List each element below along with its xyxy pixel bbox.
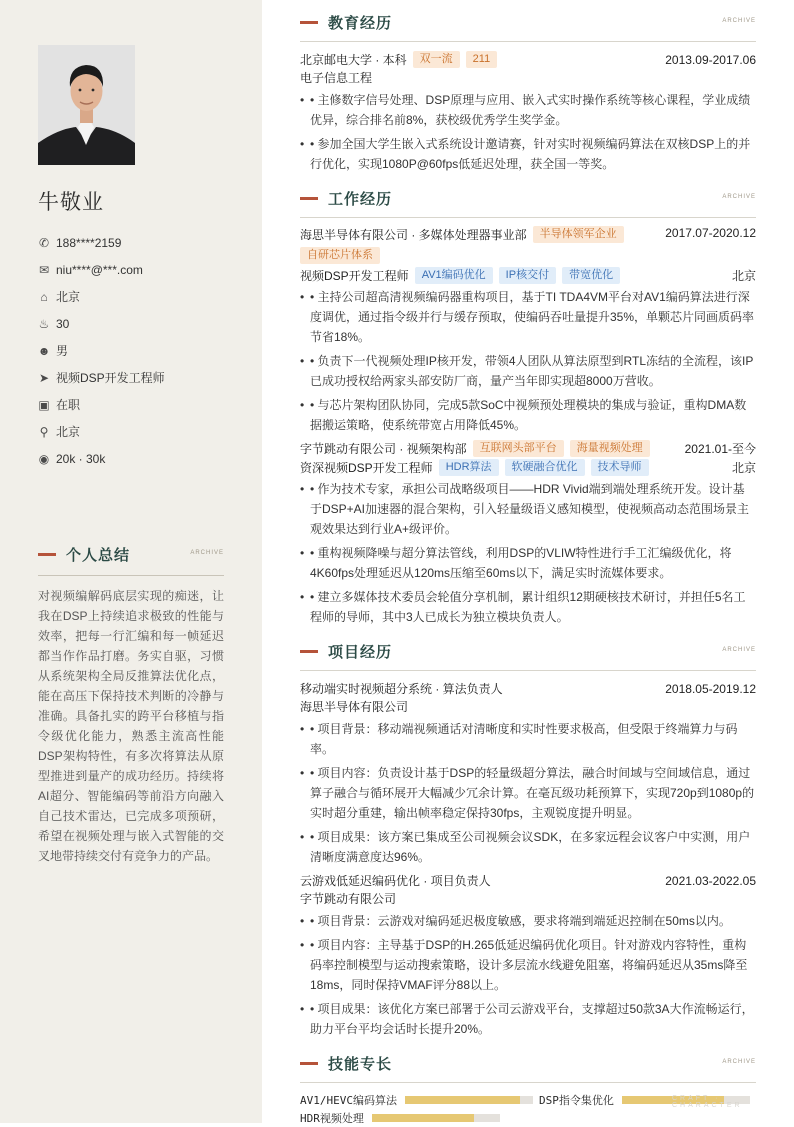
role-tag: 技术导师: [591, 459, 649, 476]
job-bullets: [300, 287, 756, 435]
work-section: [300, 188, 756, 627]
summary-header: [38, 544, 224, 565]
role-tag: AV1编码优化: [415, 267, 493, 284]
project-name: 移动端实时视频超分系统 · 算法负责人: [300, 682, 503, 696]
project-org: 字节跳动有限公司: [300, 892, 397, 906]
contact-list: [38, 229, 238, 472]
contact-item: [38, 229, 238, 256]
contact-text: 北京: [56, 425, 81, 439]
list-item: • • 项目成果：该方案已集成至公司视频会议SDK，在多家远程会议客户中实测，用户清晰度满意度达96%。: [300, 830, 751, 864]
briefcase-icon: ▣: [38, 397, 50, 412]
project-entry: [300, 679, 756, 867]
education-major: 电子信息工程: [300, 71, 373, 85]
list-item: • • 项目背景：云游戏对编码延迟极度敏感，要求将端到端延迟控制在50ms以内。: [300, 914, 731, 928]
home-icon: ⌂: [40, 289, 48, 304]
skills-archive-tag: ARCHIVE: [722, 1059, 756, 1065]
skill-name: AV1/HEVC编码算法: [300, 1094, 397, 1107]
section-accent-bar: [300, 1062, 318, 1065]
projects-title: 项目经历: [328, 644, 393, 661]
role-row: [300, 458, 756, 477]
contact-item: [38, 310, 238, 337]
school-name: 北京邮电大学 · 本科: [300, 53, 407, 67]
contact-text: niu****@***.com: [56, 262, 143, 277]
list-item: • • 参加全国大学生嵌入式系统设计邀请赛，针对实时视频编码算法在双核DSP上的并行优化，实现1080P@60fps低延迟处理，获全国一等奖。: [300, 137, 751, 171]
section-divider: [38, 575, 224, 576]
summary-section: [38, 544, 224, 866]
section-accent-bar: [38, 553, 56, 556]
role-tag: 软硬融合优化: [505, 459, 585, 476]
list-item: • • 主持公司超高清视频编码器重构项目，基于TI TDA4VM平台对AV1编码算法进行深度调优，通过指令级并行与缓存预取，使编码吞吐量提升35%，单颗芯片同画质码率节省18%。: [300, 290, 755, 344]
company-tag: 自研芯片体系: [300, 247, 380, 264]
education-date: 2013.09-2017.06: [665, 52, 756, 67]
list-item: • • 项目内容：负责设计基于DSP的轻量级超分算法，融合时间域与空间域信息，通过算子融合与循环展开大幅减少冗余计算。在毫瓦级功耗预算下，实现720p到1080p的实时超分重建，输出帧率稳定保持30fps，主观锐度提升明显。: [300, 766, 755, 820]
skill-level-fill: [372, 1114, 474, 1122]
job-header: [300, 226, 756, 264]
contact-text: 在职: [56, 398, 81, 412]
list-item: • • 作为技术专家，承担公司战略级项目——HDR Vivid端到端处理系统开发。设计基于DSP+AI加速器的混合架构，引入轻量级语义感知模型，使视频高动态范围场景主观效果达到行业A+级评价。: [300, 482, 750, 536]
list-item: • • 建立多媒体技术委员会轮值分享机制，累计组织12期硬核技术研讨，并担任5名工程师的导师，其中3人已成长为独立模块负责人。: [300, 590, 746, 624]
job-date: 2017.07-2020.12: [665, 226, 756, 240]
skill-level-fill: [405, 1096, 520, 1104]
sidebar: [0, 0, 262, 1123]
skills-section: [300, 1053, 756, 1127]
job-entry: [300, 439, 756, 627]
phone-icon: ✆: [38, 235, 50, 250]
list-item: • • 项目背景：移动端视频通话对清晰度和实时性要求极高，但受限于终端算力与码率。: [300, 722, 738, 756]
education-archive-tag: ARCHIVE: [722, 18, 756, 24]
projects-archive-tag: ARCHIVE: [722, 647, 756, 653]
face-icon: ☻: [37, 343, 51, 358]
project-header: [300, 679, 756, 698]
skills-title: 技能专长: [328, 1056, 393, 1073]
project-header: [300, 871, 756, 890]
skill-name: HDR视频处理: [300, 1112, 364, 1125]
section-accent-bar: [300, 650, 318, 653]
project-entry: [300, 871, 756, 1039]
summary-archive-tag: ARCHIVE: [190, 550, 224, 556]
list-item: • • 项目内容：主导基于DSP的H.265低延迟编码优化项目。针对游戏内容特性，重构码率控制模型与运动搜索策略，设计多层流水线避免阻塞，将编码延迟从35ms降至18ms，同时保持VMAF评分88以上。: [300, 938, 748, 992]
company-tag: 互联网头部平台: [473, 440, 564, 457]
job-header: [300, 439, 756, 458]
project-name: 云游戏低延迟编码优化 · 项目负责人: [300, 874, 491, 888]
project-bullets: [300, 719, 756, 867]
mail-icon: ✉: [38, 262, 50, 277]
summary-text: 对视频编解码底层实现的痴迷，让我在DSP上持续追求极致的性能与效率，把每一行汇编和每一帧延迟都当作作品打磨。务实自驱，习惯从系统架构全局反推算法优化点，能在高压下保持技术判断的冷静与准确。具备扎实的跨平台移植与指令级优化能力，熟悉主流高性能DSP架构特性，有多次将算法从原型推进到量产的成功经历。持续将AI超分、智能编码等前沿方向融入自己技术雷达，已完成多项预研，希望在视频处理与嵌入式智能的交叉地带持续交付有竞争力的产品。: [38, 589, 224, 863]
company-name: 字节跳动有限公司 · 视频架构部: [300, 442, 467, 456]
profile-photo: [38, 45, 135, 165]
project-date: 2018.05-2019.12: [665, 681, 756, 696]
project-bullets: [300, 911, 756, 1039]
role-title: 视频DSP开发工程师: [300, 269, 409, 283]
education-header: [300, 12, 756, 33]
projects-section: [300, 641, 756, 1039]
contact-item: [38, 256, 238, 283]
school-tag: 211: [466, 51, 498, 68]
list-item: • • 重构视频降噪与超分算法管线，利用DSP的VLIW特性进行手工汇编级优化，将4K60fps处理延迟从120ms压缩至60ms以下，满足实时流媒体要求。: [300, 546, 732, 580]
section-accent-bar: [300, 197, 318, 200]
projects-header: [300, 641, 756, 662]
work-title: 工作经历: [328, 191, 393, 208]
education-bullets: [300, 90, 756, 174]
contact-text: 30: [56, 316, 70, 331]
company-tag: 海量视频处理: [570, 440, 650, 457]
company-tag: 半导体领军企业: [533, 226, 624, 243]
job-entry: [300, 226, 756, 435]
skill-row: [300, 1109, 756, 1127]
education-entry-header: [300, 50, 756, 69]
contact-item: [38, 283, 238, 310]
project-org: 海思半导体有限公司: [300, 700, 409, 714]
job-bullets: [300, 479, 756, 627]
company-name: 海思半导体有限公司 · 多媒体处理器事业部: [300, 228, 527, 242]
skill-level-bar: [372, 1114, 500, 1122]
main-content: [300, 12, 756, 1127]
watermark: CRAFT · CHARACTER: [672, 1095, 743, 1109]
contact-text: 男: [56, 344, 69, 358]
section-accent-bar: [300, 21, 318, 24]
work-archive-tag: ARCHIVE: [722, 194, 756, 200]
skill-level-bar: [405, 1096, 533, 1104]
summary-title: 个人总结: [66, 547, 131, 564]
contact-text: 视频DSP开发工程师: [56, 371, 165, 385]
contact-text: 20k · 30k: [56, 451, 106, 466]
contact-item: [38, 391, 238, 418]
list-item: • • 与芯片架构团队协同，完成5款SoC中视频预处理模块的集成与验证，重构DMA数据搬运策略，使系统带宽占用降低45%。: [300, 398, 747, 432]
contact-item: [38, 337, 238, 364]
education-title: 教育经历: [328, 15, 393, 32]
contact-text: 北京: [56, 290, 81, 304]
coin-icon: ◉: [38, 451, 50, 466]
role-tag: IP核交付: [499, 267, 556, 284]
job-date: 2021.01-至今: [684, 442, 756, 456]
skill-name: DSP指令集优化: [538, 1094, 614, 1107]
role-tag: HDR算法: [439, 459, 499, 476]
education-section: [300, 12, 756, 174]
role-title: 资深视频DSP开发工程师: [300, 461, 433, 475]
cake-icon: ♨: [38, 316, 50, 331]
contact-item: [38, 364, 238, 391]
send-icon: ➤: [38, 370, 50, 385]
list-item: • • 主修数字信号处理、DSP原理与应用、嵌入式实时操作系统等核心课程，学业成绩优异，综合排名前8%，获校级优秀学生奖学金。: [300, 93, 751, 127]
project-date: 2021.03-2022.05: [665, 873, 756, 888]
skills-header: [300, 1053, 756, 1074]
profile-name: 牛敬业: [38, 191, 104, 214]
job-location: 北京: [731, 269, 756, 283]
list-item: • • 项目成果：该优化方案已部署于公司云游戏平台，支撑超过50款3A大作流畅运行，助力平台平均会话时长提升20%。: [300, 1002, 754, 1036]
role-tag: 带宽优化: [562, 267, 620, 284]
contact-item: [38, 418, 238, 445]
list-item: • • 负责下一代视频处理IP核开发，带领4人团队从算法原型到RTL冻结的全流程，该IP已成功授权给两家头部安防厂商，量产当年即实现超8000万营收。: [300, 354, 754, 388]
role-row: [300, 266, 756, 285]
school-tag: 双一流: [413, 51, 460, 68]
contact-text: 188****2159: [56, 235, 122, 250]
location-pin-icon: ⚲: [39, 424, 49, 439]
contact-item: [38, 445, 238, 472]
job-location: 北京: [731, 461, 756, 475]
work-header: [300, 188, 756, 209]
